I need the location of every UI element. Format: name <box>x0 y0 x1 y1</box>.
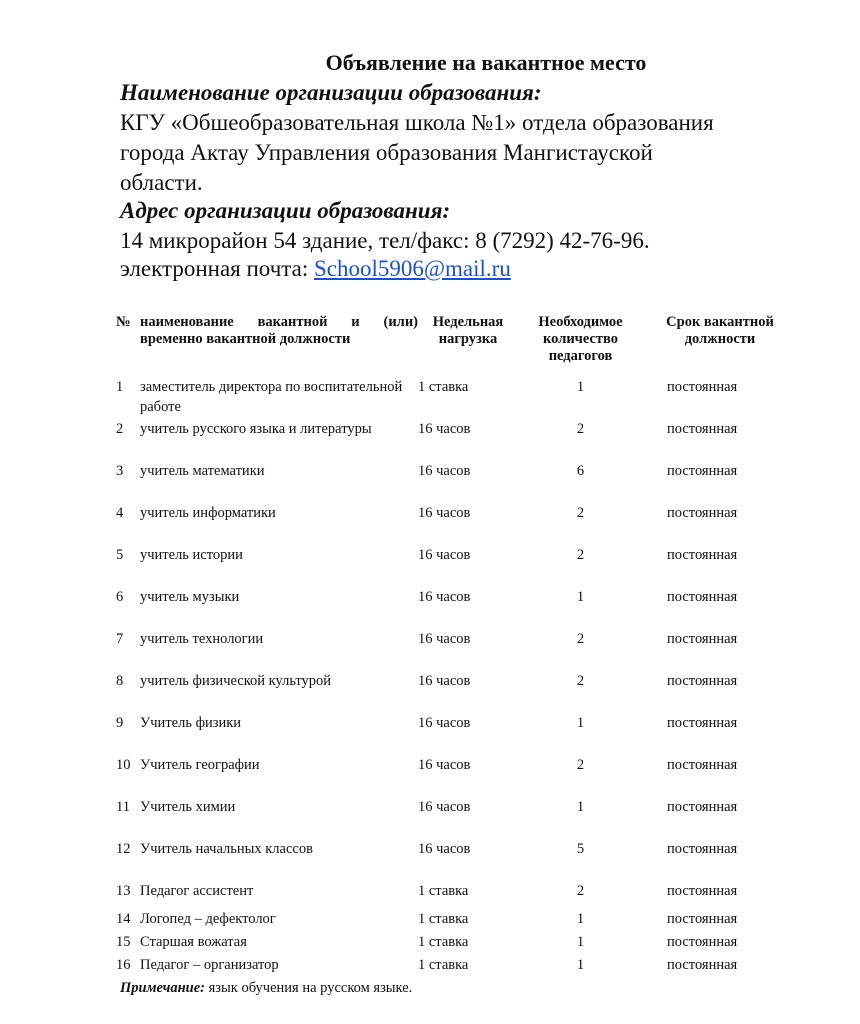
row-position: Старшая вожатая <box>140 934 247 950</box>
row-count: 1 <box>576 957 585 973</box>
email-link[interactable]: School5906@mail.ru <box>313 256 511 281</box>
row-count: 5 <box>576 841 585 857</box>
row-term: постоянная <box>667 631 738 647</box>
row-position: Учитель географии <box>140 757 260 773</box>
row-count: 1 <box>576 799 585 815</box>
table-header-row <box>116 314 797 365</box>
table-row <box>116 755 797 797</box>
row-load: 1 ставка <box>418 911 469 927</box>
table-row <box>116 503 797 545</box>
row-count: 2 <box>576 505 585 521</box>
row-load: 16 часов <box>418 673 471 689</box>
address-line: 14 микрорайон 54 здание, тел/факс: 8 (7292) 42-76-96. <box>120 228 650 253</box>
row-term: постоянная <box>667 911 738 927</box>
email-line <box>120 256 511 282</box>
table-row <box>116 909 797 932</box>
row-number: 7 <box>116 631 124 647</box>
row-count: 6 <box>576 463 585 479</box>
row-term: постоянная <box>667 589 738 605</box>
table-row <box>116 377 797 419</box>
table-row <box>116 797 797 839</box>
org-label: Наименование организации образования: <box>120 80 542 105</box>
row-load: 16 часов <box>418 631 471 647</box>
header-load: Недельная нагрузка <box>432 314 504 347</box>
row-term: постоянная <box>667 841 738 857</box>
row-term: постоянная <box>667 715 738 731</box>
row-load: 16 часов <box>418 463 471 479</box>
row-position: учитель технологии <box>140 631 264 647</box>
row-term: постоянная <box>667 934 738 950</box>
row-load: 16 часов <box>418 505 471 521</box>
row-number: 15 <box>116 934 131 950</box>
row-term: постоянная <box>667 799 738 815</box>
row-load: 1 ставка <box>418 379 469 395</box>
row-number: 14 <box>116 911 131 927</box>
org-line-2: города Актау Управления образования Мангистауской <box>120 140 653 165</box>
vacancies-table <box>116 314 797 978</box>
email-prefix: электронная почта: <box>120 256 314 281</box>
row-position: Педагог ассистент <box>140 883 254 899</box>
row-load: 1 ставка <box>418 883 469 899</box>
row-load: 16 часов <box>418 841 471 857</box>
row-count: 2 <box>576 547 585 563</box>
row-position: Педагог – организатор <box>140 957 279 973</box>
table-row <box>116 545 797 587</box>
row-term: постоянная <box>667 379 738 395</box>
row-number: 10 <box>116 757 131 773</box>
row-count: 2 <box>576 883 585 899</box>
row-count: 1 <box>576 715 585 731</box>
row-count: 2 <box>576 757 585 773</box>
row-load: 1 ставка <box>418 957 469 973</box>
row-number: 4 <box>116 505 124 521</box>
note-label: Примечание: <box>120 980 206 996</box>
table-row <box>116 713 797 755</box>
header-num: № <box>116 314 131 330</box>
row-term: постоянная <box>667 883 738 899</box>
note <box>120 980 412 997</box>
address-label: Адрес организации образования: <box>120 198 451 223</box>
row-number: 11 <box>116 799 130 815</box>
row-position: учитель физической культурой <box>140 673 332 689</box>
row-number: 16 <box>116 957 131 973</box>
row-load: 16 часов <box>418 757 471 773</box>
row-position: учитель истории <box>140 547 243 563</box>
table-row <box>116 461 797 503</box>
table-row <box>116 881 797 909</box>
row-term: постоянная <box>667 421 738 437</box>
table-row <box>116 419 797 461</box>
row-count: 1 <box>576 911 585 927</box>
row-term: постоянная <box>667 673 738 689</box>
table-row <box>116 587 797 629</box>
row-count: 1 <box>576 589 585 605</box>
row-term: постоянная <box>667 957 738 973</box>
row-load: 16 часов <box>418 589 471 605</box>
row-position: Учитель физики <box>140 715 242 731</box>
row-position: Учитель начальных классов <box>140 841 313 857</box>
row-number: 13 <box>116 883 131 899</box>
row-number: 12 <box>116 841 131 857</box>
header-count: Необходимое количество педагогов <box>538 314 623 364</box>
org-line-3: области. <box>120 170 203 195</box>
row-number: 2 <box>116 421 124 437</box>
page-title: Объявление на вакантное место <box>325 50 647 75</box>
table-row <box>116 671 797 713</box>
header-position: наименование вакантной и (или) временно вакантной должности <box>140 314 418 347</box>
row-term: постоянная <box>667 757 738 773</box>
table-row <box>116 932 797 955</box>
row-term: постоянная <box>667 505 738 521</box>
row-number: 3 <box>116 463 124 479</box>
table-body <box>116 377 797 978</box>
row-number: 5 <box>116 547 124 563</box>
row-load: 16 часов <box>418 547 471 563</box>
note-text: язык обучения на русском языке. <box>205 980 413 996</box>
row-load: 16 часов <box>418 715 471 731</box>
row-position: учитель информатики <box>140 505 276 521</box>
row-position: учитель русского языка и литературы <box>140 421 372 437</box>
row-count: 2 <box>576 673 585 689</box>
row-load: 1 ставка <box>418 934 469 950</box>
org-line-1: КГУ «Обшеобразовательная школа №1» отдела образования <box>120 110 714 135</box>
row-count: 2 <box>576 631 585 647</box>
header-term: Срок вакантной должности <box>666 314 774 347</box>
row-number: 6 <box>116 589 124 605</box>
row-term: постоянная <box>667 463 738 479</box>
row-count: 1 <box>576 934 585 950</box>
row-number: 9 <box>116 715 124 731</box>
row-position: Учитель химии <box>140 799 236 815</box>
row-count: 1 <box>576 379 585 395</box>
row-term: постоянная <box>667 547 738 563</box>
row-number: 1 <box>116 379 124 395</box>
row-position: учитель математики <box>140 463 265 479</box>
row-load: 16 часов <box>418 799 471 815</box>
table-row <box>116 629 797 671</box>
table-row <box>116 839 797 881</box>
row-count: 2 <box>576 421 585 437</box>
row-number: 8 <box>116 673 124 689</box>
row-load: 16 часов <box>418 421 471 437</box>
row-position: Логопед – дефектолог <box>140 911 276 927</box>
row-position: учитель музыки <box>140 589 240 605</box>
row-position: заместитель директора по воспитательной работе <box>140 379 403 415</box>
table-row <box>116 955 797 978</box>
